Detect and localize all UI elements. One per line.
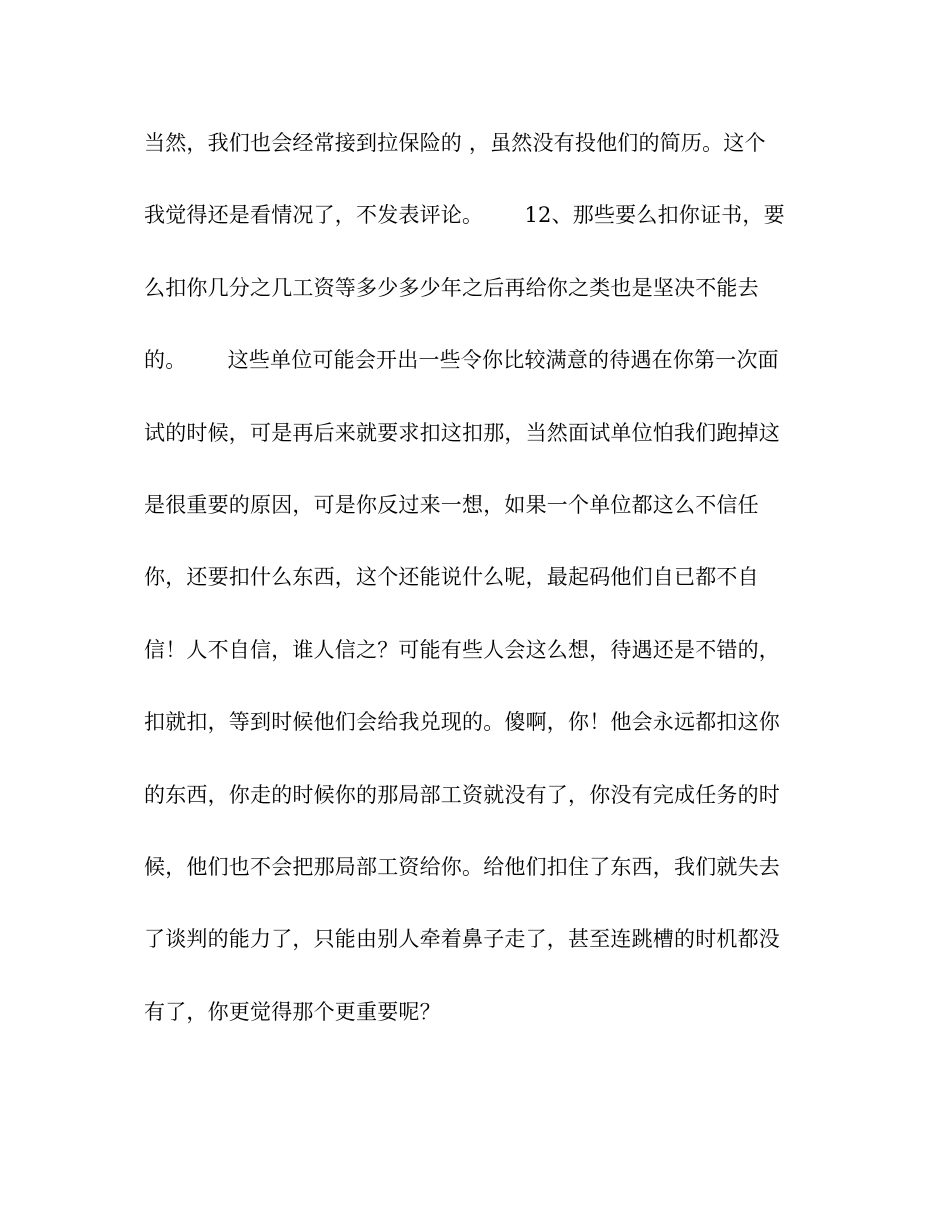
text-line: 的。 这些单位可能会开出一些令你比较满意的待遇在你第一次面 — [144, 348, 779, 373]
text-line: 你，还要扣什么东西，这个还能说什么呢，最起码他们自已都不自 — [144, 565, 759, 590]
text-line: 么扣你几分之几工资等多少多少年之后再给你之类也是坚决不能去 — [144, 275, 759, 300]
text-line: 了谈判的能力了，只能由别人牵着鼻子走了，甚至连跳槽的时机都没 — [144, 927, 780, 952]
text-line: 扣就扣，等到时候他们会给我兑现的。傻啊，你！他会永远都扣这你 — [144, 710, 780, 735]
text-line: 信！人不自信，谁人信之？可能有些人会这么想，待遇还是不错的， — [144, 637, 780, 662]
text-line: 我觉得还是看情况了，不发表评论。 12、那些要么扣你证书，要 — [144, 203, 785, 228]
text-line: 有了，你更觉得那个更重要呢？ — [144, 999, 441, 1024]
body-text — [144, 123, 824, 1064]
text-line: 候，他们也不会把那局部工资给你。给他们扣住了东西，我们就失去 — [144, 854, 780, 879]
text-line: 当然，我们也会经常接到拉保险的 ，虽然没有投他们的简历。这个 — [144, 131, 766, 155]
text-line: 的东西，你走的时候你的那局部工资就没有了，你没有完成任务的时 — [144, 782, 780, 807]
text-line: 是很重要的原因，可是你反过来一想，如果一个单位都这么不信任 — [144, 492, 759, 517]
text-line: 试的时候，可是再后来就要求扣这扣那，当然面试单位怕我们跑掉这 — [144, 420, 780, 445]
